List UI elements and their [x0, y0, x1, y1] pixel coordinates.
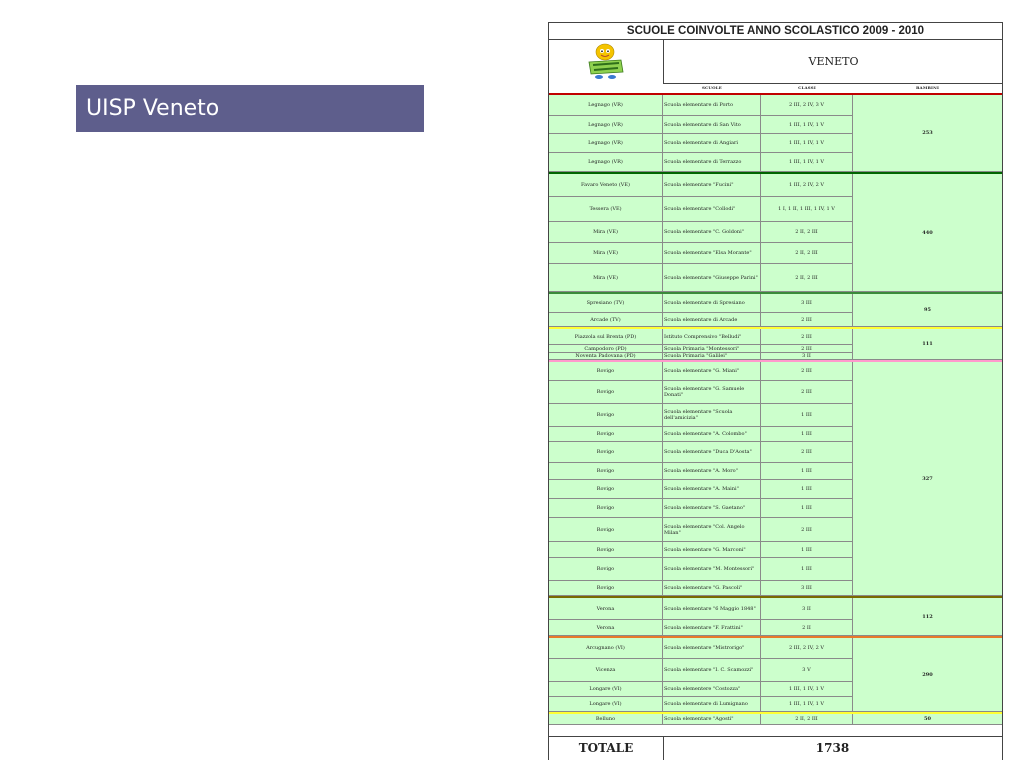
table-row [549, 174, 853, 197]
table-row [549, 442, 853, 463]
classes-cell: 2 III [761, 329, 853, 344]
classes-cell: 2 III [761, 362, 853, 380]
header-classes: CLASSI [798, 85, 816, 90]
school-cell: Scuola elementare "Mistrorigo" [663, 638, 761, 658]
table-row [549, 518, 853, 542]
classes-cell: 3 III [761, 581, 853, 595]
classes-cell: 2 III [761, 518, 853, 541]
table-row [549, 558, 853, 581]
school-cell: Scuola elementare "Fucini" [663, 174, 761, 196]
school-cell: Scuola elementare di Porto [663, 95, 761, 115]
classes-cell: 2 III [761, 442, 853, 462]
city-cell: Mira (VE) [549, 264, 663, 291]
city-cell: Longare (VI) [549, 697, 663, 711]
city-cell: Rovigo [549, 581, 663, 595]
city-cell: Legnago (VR) [549, 116, 663, 133]
total-row [549, 736, 1002, 760]
table-row [549, 581, 853, 596]
table-row [549, 542, 853, 558]
table-row [549, 463, 853, 480]
table-row [549, 134, 853, 153]
school-cell: Scuola elementare "Collodi" [663, 197, 761, 221]
classes-cell: 2 II, 2 III [761, 243, 853, 263]
city-cell: Spresiano (TV) [549, 294, 663, 312]
school-cell: Scuola elementare "A. Maini" [663, 480, 761, 498]
city-cell: Mira (VE) [549, 243, 663, 263]
classes-cell: 2 II, 2 III [761, 714, 853, 724]
table-row [549, 404, 853, 427]
city-cell: Noventa Padovana (PD) [549, 353, 663, 359]
schools-document [548, 22, 1003, 760]
children-count: 253 [853, 95, 1002, 172]
table-row [549, 243, 853, 264]
school-cell: Istituto Comprensivo "Belludi" [663, 329, 761, 344]
table-row [549, 381, 853, 404]
table-row [549, 620, 853, 636]
school-cell: Scuola elementare "Duca D'Aosta" [663, 442, 761, 462]
city-cell: Tessera (VE) [549, 197, 663, 221]
city-cell: Longare (VI) [549, 682, 663, 696]
classes-cell: 2 III, 2 IV, 3 V [761, 95, 853, 115]
table-row [549, 480, 853, 499]
classes-cell: 1 III [761, 427, 853, 441]
classes-cell: 3 II [761, 598, 853, 619]
header-children: BAMBINI [915, 85, 940, 90]
city-cell: Rovigo [549, 381, 663, 403]
city-cell: Belluno [549, 714, 663, 724]
children-count: 327 [853, 362, 1002, 596]
school-cell: Scuola elementare di Terrazzo [663, 153, 761, 171]
city-cell: Rovigo [549, 463, 663, 479]
table-row [549, 197, 853, 222]
school-cell: Scuola elementare "C. Goldoni" [663, 222, 761, 242]
city-cell: Arcugnano (VI) [549, 638, 663, 658]
classes-cell: 3 II [761, 353, 853, 359]
city-cell: Rovigo [549, 442, 663, 462]
classes-cell: 1 III, 1 IV, 1 V [761, 682, 853, 696]
school-cell: Scuola elementare "G. Miani" [663, 362, 761, 380]
table-row [549, 222, 853, 243]
school-cell: Scuola elementare "Scuola dell'amicizia" [663, 404, 761, 426]
table-row [549, 345, 853, 353]
city-cell: Piazzola sul Brenta (PD) [549, 329, 663, 344]
table-row [549, 313, 853, 327]
classes-cell: 1 III [761, 404, 853, 426]
table-row [549, 427, 853, 442]
school-cell: Scuola elementare "A. Colombo" [663, 427, 761, 441]
city-cell: Arcade (TV) [549, 313, 663, 326]
document-title: SCUOLE COINVOLTE ANNO SCOLASTICO 2009 - 2010 [549, 23, 1002, 40]
classes-cell: 2 III, 2 IV, 2 V [761, 638, 853, 658]
classes-cell: 1 III [761, 499, 853, 517]
table-row [549, 329, 853, 345]
school-cell: Scuola elementare "F. Frattini" [663, 620, 761, 635]
slide-title: UISP Veneto [76, 85, 424, 132]
school-cell: Scuola elementare "S. Gaetano" [663, 499, 761, 517]
school-cell: Scuola Primaria "Galilei" [663, 353, 761, 359]
classes-cell: 1 III [761, 558, 853, 580]
school-cell: Scuola elementare "A. Moro" [663, 463, 761, 479]
school-cell: Scuola elementare "6 Maggio 1848" [663, 598, 761, 619]
school-cell: Scuola elementare di San Vito [663, 116, 761, 133]
school-cell: Scuola elementare "Agosti" [663, 714, 761, 724]
table-row [549, 362, 853, 381]
city-cell: Legnago (VR) [549, 134, 663, 152]
children-count: 440 [853, 174, 1002, 292]
classes-cell: 3 V [761, 659, 853, 681]
city-cell: Rovigo [549, 404, 663, 426]
table-row [549, 116, 853, 134]
table-row [549, 353, 853, 360]
school-cell: Scuola elementare "M. Montessori" [663, 558, 761, 580]
city-cell: Rovigo [549, 542, 663, 557]
school-cell: Scuola elementare di Spresiano [663, 294, 761, 312]
city-cell: Rovigo [549, 558, 663, 580]
city-cell: Verona [549, 620, 663, 635]
city-cell: Rovigo [549, 518, 663, 541]
classes-cell: 2 II, 2 III [761, 264, 853, 291]
classes-cell: 2 II, 2 III [761, 222, 853, 242]
region-name: VENETO [663, 40, 1003, 84]
city-cell: Rovigo [549, 480, 663, 498]
school-cell: Scuola elementare "G. Marconi" [663, 542, 761, 557]
table-row [549, 598, 853, 620]
city-cell: Campodoro (PD) [549, 345, 663, 352]
logo [549, 40, 663, 84]
classes-cell: 2 II [761, 620, 853, 635]
classes-cell: 1 III, 1 IV, 1 V [761, 134, 853, 152]
table-row [549, 714, 853, 725]
school-cell: Scuola elementare di Angiari [663, 134, 761, 152]
school-cell: Scuola elementare "G. Pascoli" [663, 581, 761, 595]
classes-cell: 1 I, 1 II, 1 III, 1 IV, 1 V [761, 197, 853, 221]
city-cell: Favaro Veneto (VE) [549, 174, 663, 196]
classes-cell: 1 III [761, 542, 853, 557]
city-cell: Rovigo [549, 427, 663, 441]
classes-cell: 2 III [761, 345, 853, 352]
table-row [549, 153, 853, 172]
children-count: 111 [853, 329, 1002, 360]
classes-cell: 1 III, 2 IV, 2 V [761, 174, 853, 196]
header-schools: SCUOLE [701, 85, 723, 90]
school-cell: Scuola elementare di Lumignano [663, 697, 761, 711]
children-count: 290 [853, 638, 1002, 712]
classes-cell: 2 III [761, 381, 853, 403]
table-row [549, 264, 853, 292]
school-cell: Scuola Primaria "Montessori" [663, 345, 761, 352]
classes-cell: 1 III, 1 IV, 1 V [761, 153, 853, 171]
city-cell: Legnago (VR) [549, 95, 663, 115]
table-row [549, 682, 853, 697]
city-cell: Legnago (VR) [549, 153, 663, 171]
classes-cell: 1 III, 1 IV, 1 V [761, 116, 853, 133]
school-cell: Scuola elementare "Elsa Morante" [663, 243, 761, 263]
children-count: 50 [853, 714, 1002, 725]
classes-cell: 1 III, 1 IV, 1 V [761, 697, 853, 711]
table-row [549, 697, 853, 712]
classes-cell: 3 III [761, 294, 853, 312]
city-cell: Rovigo [549, 362, 663, 380]
children-count: 95 [853, 294, 1002, 327]
table-row [549, 659, 853, 682]
city-cell: Rovigo [549, 499, 663, 517]
school-cell: Scuola elementare "G. Samuele Donati" [663, 381, 761, 403]
mascot-logo-icon [549, 40, 663, 84]
total-label: TOTALE [549, 737, 664, 760]
city-cell: Vicenza [549, 659, 663, 681]
children-count: 112 [853, 598, 1002, 636]
table-row [549, 499, 853, 518]
school-cell: Scuola elementere "Costozza" [663, 682, 761, 696]
city-cell: Verona [549, 598, 663, 619]
classes-cell: 2 III [761, 313, 853, 326]
city-cell: Mira (VE) [549, 222, 663, 242]
table-row [549, 95, 853, 116]
total-value: 1738 [815, 741, 850, 755]
table-row [549, 638, 853, 659]
table-row [549, 294, 853, 313]
classes-cell: 1 III [761, 463, 853, 479]
school-cell: Scuola elementare "Giuseppe Parini" [663, 264, 761, 291]
school-cell: Scuola elementare "Col. Angelo Milan" [663, 518, 761, 541]
classes-cell: 1 III [761, 480, 853, 498]
school-cell: Scuola elementare di Arcade [663, 313, 761, 326]
school-cell: Scuola elementare "I. C. Scamozzi" [663, 659, 761, 681]
